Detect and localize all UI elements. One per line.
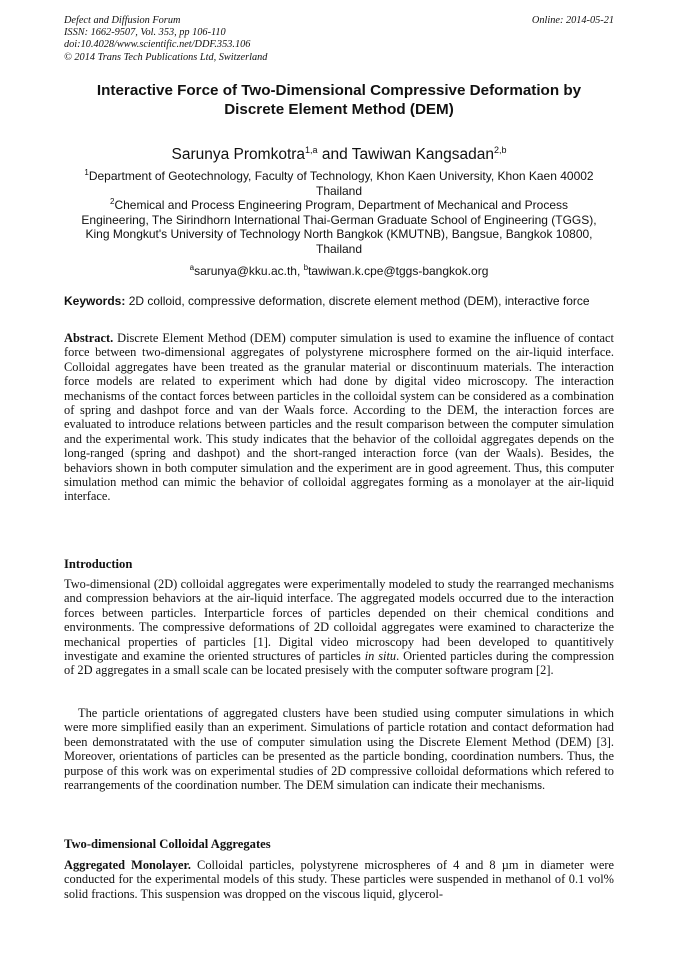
subsection-lead: Aggregated Monolayer.: [64, 858, 191, 872]
introduction-paragraph-2: The particle orientations of aggregated clusters have been studied using computer simulations in which were more simplified easily than an experiment. Simulations of particle rotation and contact deformation had been demonstratated with the use of computer simulation using the Discrete Element Method (DEM) [3]. Moreover, orientations of particles can be presented as the particle bonding, coordination numbers. Thus, the purpose of this work was on experimental studies of 2D compressive colloidal deformations which refered to rearrangements of the coordination number. The DEM simulation can indicate their mechanisms.: [64, 706, 614, 793]
affiliation-line: Engineering, The Sirindhorn International Thai-German Graduate School of Engineering (TGGS),: [81, 212, 597, 227]
affiliation-sup: 2: [109, 197, 115, 206]
author-list: [30, 141, 648, 164]
title-line-1: Interactive Force of Two-Dimensional Compressive Deformation by: [96, 82, 582, 99]
abstract-label: Abstract.: [64, 331, 114, 345]
keywords-text: 2D colloid, compressive deformation, discrete element method (DEM), interactive force: [125, 294, 590, 308]
affiliation-sup: 1: [84, 168, 89, 177]
paper-title: [40, 81, 638, 119]
paragraph-text: Colloidal particles, polystyrene microspheres of 4 and 8 µm in diameter were conducted for the experimental models of this study. These particles were suspended in methanol of 0.1 vol% solid fractions. This suspension was dropped on the viscous liquid, glycerol-: [64, 858, 614, 901]
paragraph-italic: in situ: [364, 649, 397, 664]
introduction-paragraph-1: [64, 577, 614, 678]
abstract: [64, 331, 614, 504]
journal-doi[interactable]: doi:10.4028/www.scientific.net/DDF.353.106: [64, 39, 251, 51]
keywords: [64, 294, 618, 308]
affiliation-line: Thailand: [315, 241, 363, 256]
section-heading-colloidal-aggregates: Two-dimensional Colloidal Aggregates: [64, 837, 271, 851]
email-sup: a: [189, 263, 195, 272]
affiliation-line: Thailand: [315, 183, 363, 198]
section-heading-introduction: Introduction: [64, 557, 133, 571]
author-sup: 1,a: [305, 145, 318, 155]
email-sup: b: [303, 263, 309, 272]
author-sup: 2,b: [493, 145, 507, 155]
title-line-2: Discrete Element Method (DEM): [224, 101, 454, 118]
email-link[interactable]: tawiwan.k.cpe@tggs-bangkok.org: [308, 264, 489, 278]
author-conjunction: and: [317, 146, 352, 163]
paragraph-text: . Oriented particles during the compression of 2D aggregates in a small scale can be located presisely with the computer software program [2].: [64, 649, 615, 678]
section2-paragraph: [64, 858, 614, 901]
journal-issn: ISSN: 1662-9507, Vol. 353, pp 106-110: [64, 27, 226, 39]
affiliation-line: Chemical and Process Engineering Program, Department of Mechanical and Process: [114, 198, 568, 212]
affiliation-2: [60, 195, 618, 256]
affiliation-1: [60, 166, 618, 198]
journal-copyright: © 2014 Trans Tech Publications Ltd, Switzerland: [64, 51, 268, 63]
email-link[interactable]: sarunya@kku.ac.th,: [194, 264, 304, 278]
author-name: Sarunya Promkotra: [171, 146, 306, 163]
affiliation-line: Department of Geotechnology, Faculty of Technology, Khon Kaen University, Khon Kaen 40002: [88, 169, 594, 183]
abstract-text: Discrete Element Method (DEM) computer simulation is used to examine the influence of contact force between two-dimensional aggregates of polystyrene microsphere formed on the air-liquid interface. Colloidal aggregates have been treated as the granular material or discontinuum materials. The interaction force models are related to experiment which had done by digital video microscopy. The interaction mechanisms of the contact forces between particles in the colloidal system can be considered as a combination of spring and dashpot force and van der Waals force. According to the DEM, the interaction forces are evaluated to introduce relations between particles and the result comparison between the computer simulation and the experimental work. This study indicates that the behavior of the colloidal aggregates depends on the long-ranged (spring and dashpot) and the short-ranged interaction force (van der Waals). Besides, the behaviors shown in both computer simulation and the experiment are in good agreement. Thus, this computer simulation method can mimic the behavior of colloidal aggregates forming as a monolayer at the air-liquid interface.: [64, 331, 614, 504]
keywords-label: Keywords:: [64, 294, 126, 308]
author-name: Tawiwan Kangsadan: [351, 146, 494, 163]
journal-name: Defect and Diffusion Forum: [64, 15, 181, 26]
journal-header: [64, 15, 614, 64]
online-date: Online: 2014-05-21: [531, 15, 614, 26]
author-emails: [60, 261, 618, 279]
affiliation-line: King Mongkut's University of Technology North Bangkok (KMUTNB), Bangsue, Bangkok 10800,: [85, 227, 593, 242]
paragraph-text: Two-dimensional (2D) colloidal aggregates were experimentally modeled to study the rearranged mechanisms and compression behaviors at the air-liquid interface. The aggregated models occurred due to the interaction forces between particles. Interparticle forces of particles depended on their chemical conditions and environments. The compressive deformations of 2D colloidal aggregates were examined to characterize the mechanical properties of particles [1]. Digital video microscopy had been developed to quantitively investigate and examine the oriented structures of particles: [64, 577, 614, 664]
